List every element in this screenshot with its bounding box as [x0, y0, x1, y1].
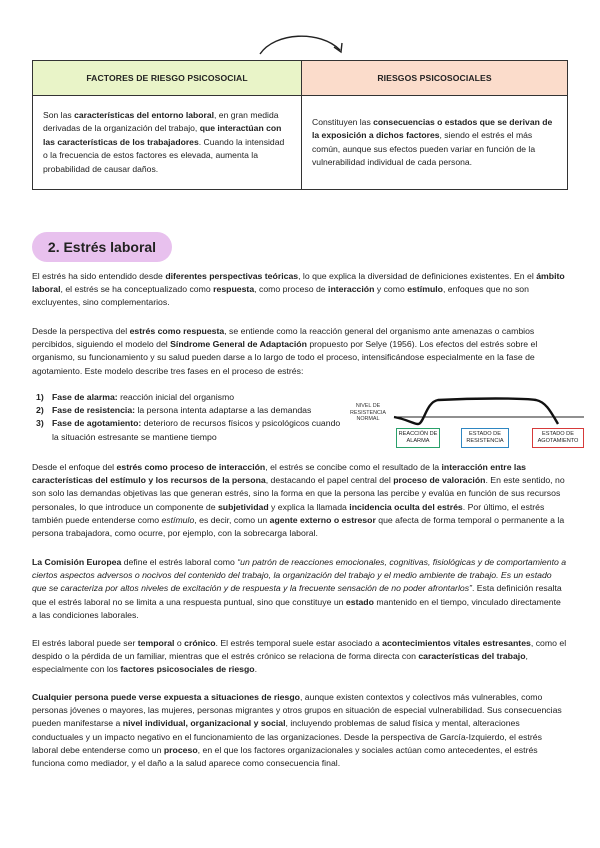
table-header-riesgos: RIESGOS PSICOSOCIALES: [302, 61, 568, 96]
list-item: 3) Fase de agotamiento: deterioro de recursos físicos y psicológicos cuando la situación estresante se mantiene tiempo: [36, 418, 341, 442]
phases-list: [36, 391, 346, 444]
table-cell-riesgos: Constituyen las consecuencias o estados que se derivan de la exposición a dichos factores, siendo el estrés el más común, aunque sus efectos pueden variar en función de la vulnerabilidad individual de cada persona.: [302, 96, 568, 190]
list-item: 2) Fase de resistencia: la persona intenta adaptarse a las demandas: [36, 405, 312, 416]
table-cell-factores: Son las características del entorno laboral, en gran medida derivadas de la organización del trabajo, que interactúan con las características de los trabajadores. Cuando la intensidad o la frecuencia de estos factores es elevada, aumenta la probabilidad de causar daños.: [33, 96, 302, 190]
paragraph-temporal-cronico: El estrés laboral puede ser temporal o crónico. El estrés temporal suele estar asociado a acontecimientos vitales estresantes, como el despido o la pérdida de un familiar, mientras que el estrés crónico se relaciona de forma directa con características del trabajo, especialmente con los factores psicosociales de riesgo.: [32, 638, 567, 675]
list-item: 1) Fase de alarma: reacción inicial del organismo: [36, 392, 235, 402]
paragraph-respuesta: Desde la perspectiva del estrés como respuesta, se entiende como la reacción general del organismo ante amenazas o cambios percibidos, siguiendo el modelo del Síndrome General de Adaptación propuesto por Selye (1956). Los efectos del estrés sobre el organismo, su funcionamiento y su salud pueden darse a lo largo de todo el proceso, intensificándose especialmente en la fase de agotamiento. Este modelo describe tres fases en el proceso de estrés:: [32, 326, 538, 376]
box-resistance: ESTADO DE RESISTENCIA: [461, 428, 509, 448]
section-title: 2. Estrés laboral: [32, 232, 172, 262]
box-exhaustion: ESTADO DE AGOTAMIENTO: [532, 428, 584, 448]
paragraph-perspectivas: El estrés ha sido entendido desde diferentes perspectivas teóricas, lo que explica la diversidad de definiciones existentes. En el ámbito laboral, el estrés se ha conceptualizado como respuesta, como proceso de interacción y como estímulo, enfoques que no son excluyentes, sino complementarios.: [32, 271, 565, 308]
paragraph-cualquier-persona: Cualquier persona puede verse expuesta a situaciones de riesgo, aunque existen contextos y colectivos más vulnerables, como personas jóvenes o mayores, las mujeres, personas migrantes y otros grupos en situación de especial vulnerabilidad. Sus consecuencias pueden manifestarse a nivel individual, organizacional y social, incluyendo problemas de salud física y mental, alteraciones conductuales y un impacto negativo en el funcionamiento de las organizaciones. Desde la perspectiva de García-Izquierdo, el estrés laboral debe entenderse como un proceso, en el que los factores organizacionales y sociales actúan como antecedentes, el estrés funciona como mediador, y el daño a la salud aparece como consecuencia final.: [32, 692, 562, 769]
risk-table: [32, 60, 568, 190]
box-alarm: REACCIÓN DE ALARMA: [396, 428, 440, 448]
paragraph-interaccion: Desde el enfoque del estrés como proceso de interacción, el estrés se concibe como el resultado de la interacción entre las características del estímulo y los recursos de la persona, destacando el papel central del proceso de valoración. En este sentido, no son solo las demandas objetivas las que generan estrés, sino la forma en que la persona las percibe y evalúa en función de sus recursos personales, lo que introduce un componente de subjetividad y explica la llamada incidencia oculta del estrés. Por último, el estrés también puede entenderse como estímulo, es decir, como un agente externo o estresor que afecta de forma temporal o permanente a la persona trabajadora, como ocurre, por ejemplo, con la sobrecarga laboral.: [32, 462, 565, 539]
gas-diagram: [346, 390, 586, 454]
paragraph-comision: La Comisión Europea define el estrés laboral como “un patrón de reacciones emocionales, cognitivas, fisiológicas y de comportamiento a ciertos aspectos adversos o nocivos del contenido del trabajo, la organización del trabajo y el medio ambiente de trabajo. Es un estado que se caracteriza por altos niveles de excitación y de respuesta y la frecuente sensación de no poder afrontarlos”. Esta definición resalta que el estrés laboral no se limita a una respuesta puntual, sino que constituye un estado mantenido en el tiempo, vinculado directamente a las condiciones laborales.: [32, 557, 567, 620]
resistance-curve: [346, 390, 586, 430]
curved-arrow-icon: [250, 28, 350, 58]
normal-level-label: NIVEL DE RESISTENCIA NORMAL: [350, 403, 386, 423]
table-header-factores: FACTORES DE RIESGO PSICOSOCIAL: [33, 61, 302, 96]
